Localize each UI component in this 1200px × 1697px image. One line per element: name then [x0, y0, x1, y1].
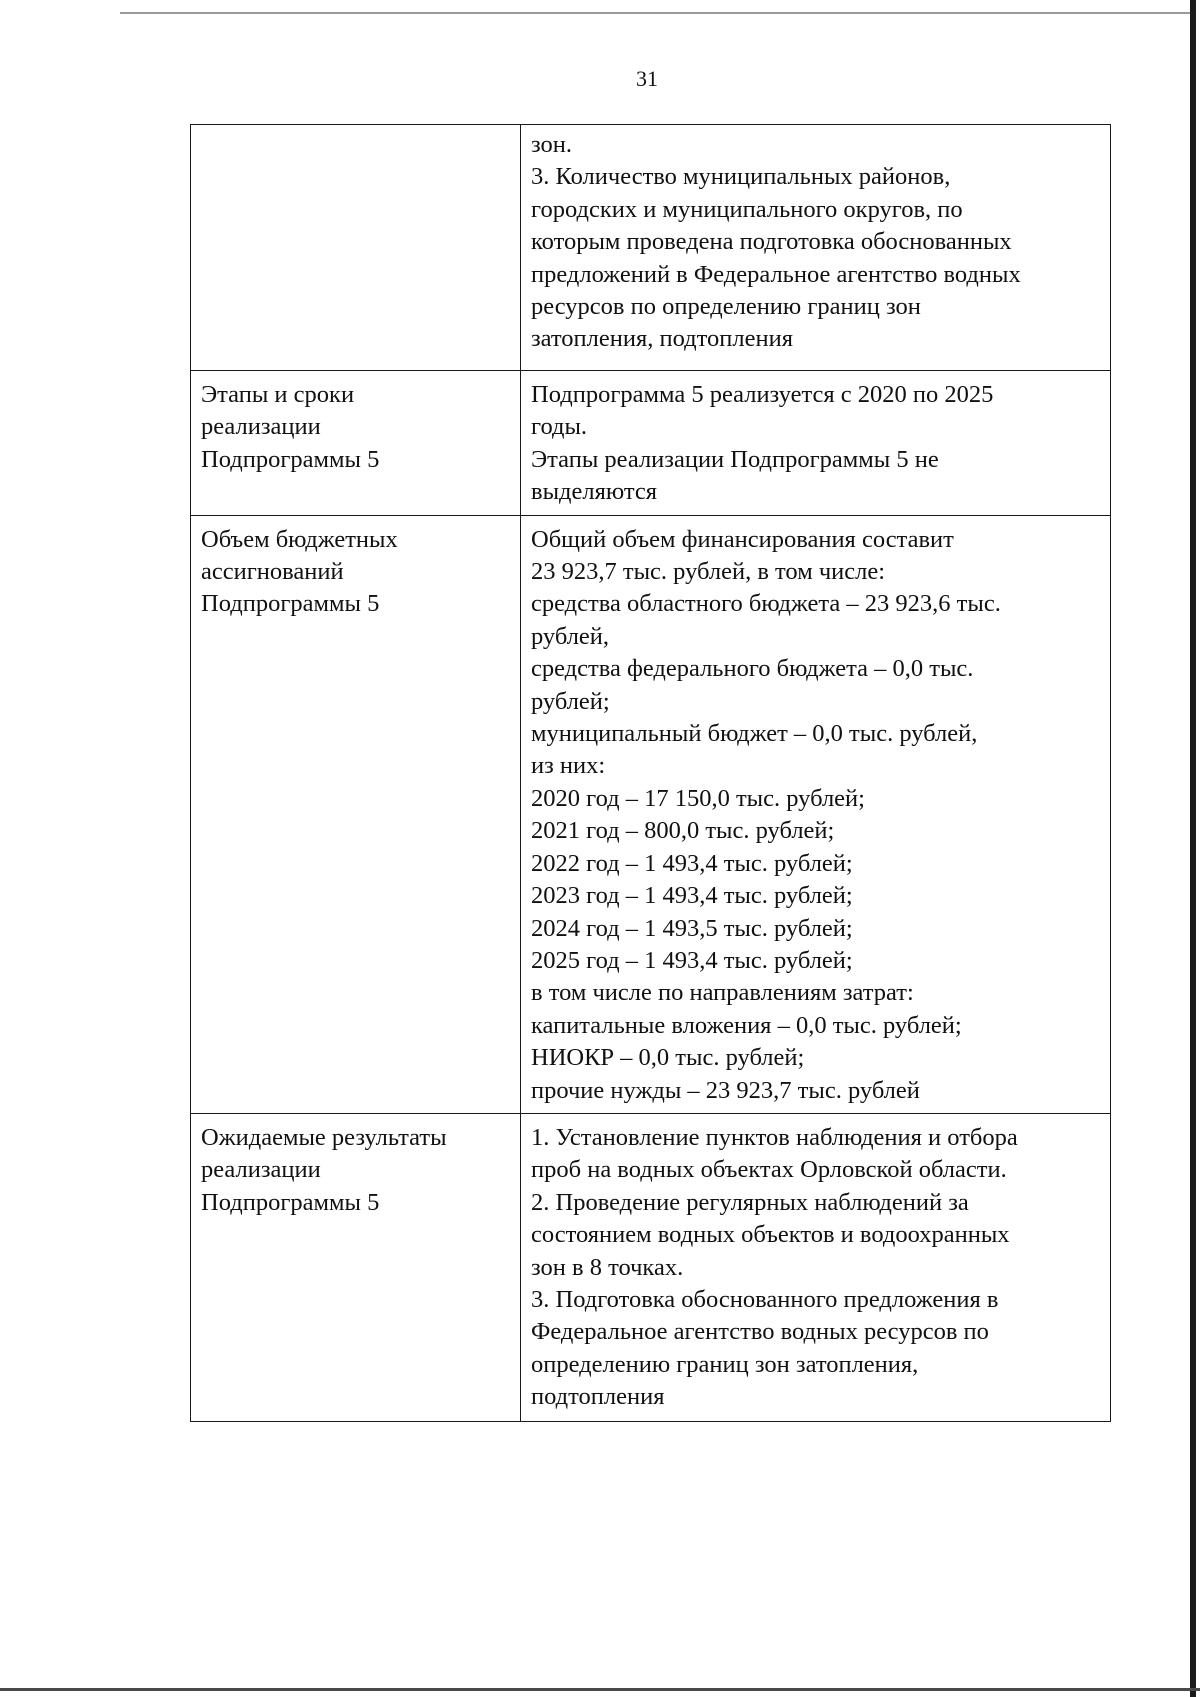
value-line: 1. Установление пунктов наблюдения и отбора [531, 1123, 1018, 1151]
value-line: Общий объем финансирования составит [531, 525, 954, 553]
value-line: 3. Подготовка обоснованного предложения в [531, 1285, 999, 1313]
value-line: в том числе по направлениям затрат: [531, 979, 914, 1007]
value-line: состоянием водных объектов и водоохранных [531, 1221, 1010, 1249]
row-value-cell [521, 371, 1111, 516]
value-line: зон. [531, 131, 573, 158]
value-line: проб на водных объектах Орловской области. [531, 1156, 1007, 1184]
label-line: реализации [201, 1156, 321, 1184]
label-line: Этапы и сроки [201, 381, 355, 408]
table-row-stages-and-terms [191, 371, 1111, 516]
label-line: Подпрограммы 5 [201, 445, 380, 473]
label-line: Объем бюджетных [201, 525, 398, 553]
scan-edge-bottom [0, 1688, 1200, 1691]
value-line: определению границ зон затопления, [531, 1350, 919, 1378]
table-row-indicators-continued [191, 125, 1111, 371]
value-line: которым проведена подготовка обоснованных [531, 228, 1012, 256]
value-line: 2. Проведение регулярных наблюдений за [531, 1188, 969, 1216]
row-label-cell [191, 371, 521, 516]
label-line: Подпрограммы 5 [201, 590, 380, 618]
row-value-cell [521, 515, 1111, 1113]
value-line: 2022 год – 1 493,4 тыс. рублей; [531, 849, 853, 877]
value-line: рублей, [531, 622, 610, 650]
row-value-cell [521, 125, 1111, 371]
value-line: из них: [531, 752, 606, 780]
scan-edge-right [1190, 0, 1196, 1697]
row-label-cell [191, 515, 521, 1113]
value-line: подтопления [531, 1383, 665, 1411]
table-row-expected-results [191, 1113, 1111, 1421]
value-line: 2023 год – 1 493,4 тыс. рублей; [531, 882, 853, 910]
value-line: городских и муниципального округов, по [531, 195, 963, 223]
label-line: Подпрограммы 5 [201, 1188, 380, 1216]
value-line: предложений в Федеральное агентство водных [531, 260, 1021, 288]
value-line: затопления, подтопления [531, 325, 793, 353]
value-line: Федеральное агентство водных ресурсов по [531, 1318, 989, 1346]
value-line: 2025 год – 1 493,4 тыс. рублей; [531, 946, 853, 974]
label-line: Ожидаемые результаты [201, 1123, 447, 1151]
value-line: 2020 год – 17 150,0 тыс. рублей; [531, 784, 865, 812]
value-line: капитальные вложения – 0,0 тыс. рублей; [531, 1011, 962, 1039]
value-line: выделяются [531, 478, 657, 506]
value-line: прочие нужды – 23 923,7 тыс. рублей [531, 1076, 920, 1104]
row-value-cell [521, 1113, 1111, 1421]
value-line: рублей; [531, 687, 610, 715]
value-line: Подпрограмма 5 реализуется с 2020 по 2025 [531, 381, 994, 408]
row-label-cell [191, 125, 521, 371]
subprogram-passport-table [190, 124, 1111, 1422]
value-line: 23 923,7 тыс. рублей, в том числе: [531, 558, 886, 586]
scan-edge-top [120, 12, 1190, 14]
value-line: НИОКР – 0,0 тыс. рублей; [531, 1044, 805, 1072]
value-line: годы. [531, 413, 588, 441]
value-line: средства федерального бюджета – 0,0 тыс. [531, 655, 974, 683]
table-row-budget-allocations [191, 515, 1111, 1113]
value-line: Этапы реализации Подпрограммы 5 не [531, 445, 939, 473]
value-line: средства областного бюджета – 23 923,6 тыс. [531, 590, 1001, 618]
label-line: реализации [201, 413, 321, 441]
value-line: 2021 год – 800,0 тыс. рублей; [531, 817, 835, 845]
value-line: 3. Количество муниципальных районов, [531, 163, 951, 191]
value-line: 2024 год – 1 493,5 тыс. рублей; [531, 914, 853, 942]
value-line: муниципальный бюджет – 0,0 тыс. рублей, [531, 720, 978, 748]
label-line: ассигнований [201, 558, 344, 586]
row-label-cell [191, 1113, 521, 1421]
value-line: зон в 8 точках. [531, 1253, 684, 1281]
page-number: 31 [636, 66, 658, 91]
value-line: ресурсов по определению границ зон [531, 293, 921, 321]
